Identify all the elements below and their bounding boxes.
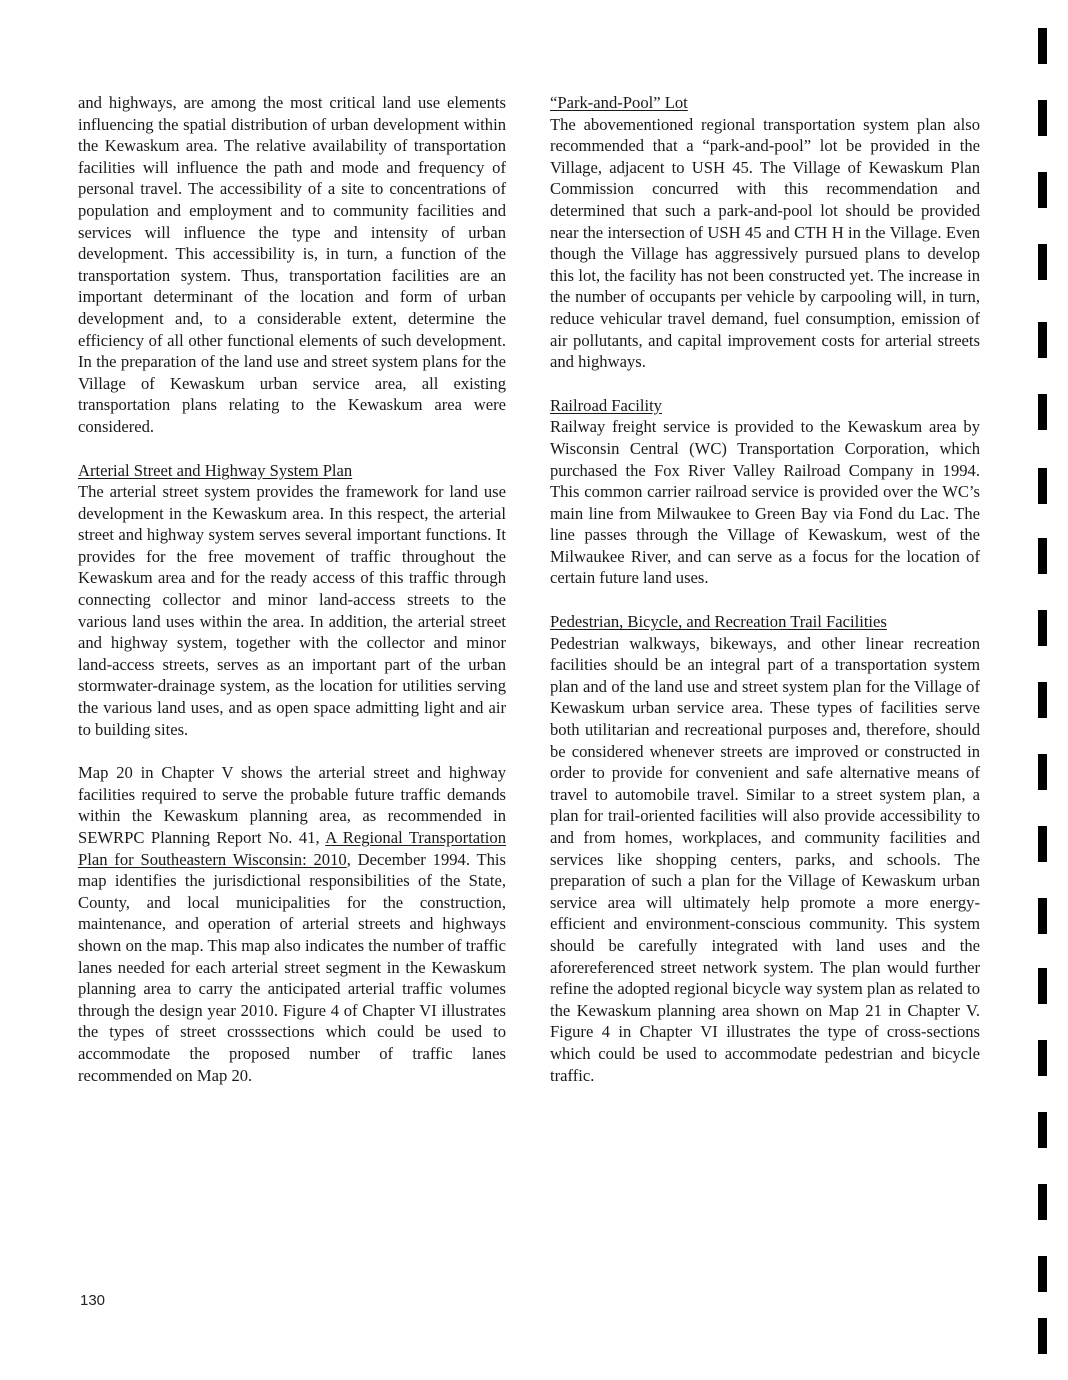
trail-section (550, 611, 980, 1086)
edge-mark (1038, 754, 1047, 790)
edge-mark (1038, 610, 1047, 646)
park-pool-heading: “Park-and-Pool” Lot (550, 93, 688, 112)
edge-mark (1038, 898, 1047, 934)
edge-mark (1038, 394, 1047, 430)
edge-mark (1038, 172, 1047, 208)
map20-text-after: , December 1994. This map identifies the jurisdictional responsibilities of the State, County, and local municipalities for the construction, maintenance, and operation of arterial streets and highways shown on the map. This map also indicates the number of traffic lanes needed for each arterial street segment in the Kewaskum planning area to carry the anticipated arterial traffic volumes through the design year 2010. Figure 4 of Chapter VI illustrates the types of street crosssections which could be used to accommodate the proposed number of traffic lanes recommended on Map 20. (78, 849, 506, 1085)
edge-mark (1038, 1184, 1047, 1220)
edge-mark (1038, 28, 1047, 64)
edge-mark (1038, 968, 1047, 1004)
page-number: 130 (80, 1292, 106, 1309)
scan-edge-marks (1038, 0, 1052, 1380)
edge-mark (1038, 1256, 1047, 1292)
edge-mark (1038, 1040, 1047, 1076)
trail-paragraph: Pedestrian walkways, bikeways, and other linear recreation facilities should be an integral part of a transportation system plan and of the land use and street system plan for the Village of Kewaskum urban service area. These types of facilities serve both utilitarian and recreational purposes and, therefore, should be considered whenever streets are improved or constructed in order to provide for convenient and safe alternative means of travel to automobile travel. Similar to a street system plan, a plan for trail-oriented facilities will also provide accessibility to and from homes, workplaces, and community facilities and services like shopping centers, parks, and schools. The preparation of such a plan for the Village of Kewaskum urban service area will ultimately help promote a more energy-efficient and environment-conscious community. This system should be carefully integrated with land uses and the aforereferenced street network system. The plan would further refine the adopted regional bicycle way system plan as related to the Kewaskum planning area shown on Map 21 in Chapter V. Figure 4 in Chapter VI illustrates the type of cross-sections which could be used to accommodate pedestrian and bicycle traffic. (550, 633, 980, 1085)
park-pool-section (550, 92, 980, 373)
edge-mark (1038, 100, 1047, 136)
railroad-section (550, 395, 980, 589)
map20-paragraph (78, 762, 506, 1086)
report-title: A Regional Transportation Plan for Southeastern Wisconsin: 2010 (78, 828, 506, 869)
arterial-paragraph: The arterial street system provides the framework for land use development in the Kewaskum area. In this respect, the arterial street and highway system serves several important functions. It provides for the free movement of traffic throughout the Kewaskum area and for the ready access of this traffic through connecting collector and minor land-access streets to the various land uses within the area. In addition, the arterial street and highway system, together with the collector and minor land-access streets, serves as an important part of the urban stormwater-drainage system, as the location for utilities serving the various land uses, and as open space admitting light and air to building sites. (78, 482, 506, 739)
map20-text-before: Map 20 in Chapter V shows the arterial street and highway facilities required to serve the probable future traffic demands within the Kewaskum planning area, as recommended in SEWRPC Planning Report No. 41, (78, 763, 506, 847)
edge-mark (1038, 826, 1047, 862)
edge-mark (1038, 1318, 1047, 1354)
left-column (78, 92, 506, 1108)
edge-mark (1038, 682, 1047, 718)
railroad-paragraph: Railway freight service is provided to the Kewaskum area by Wisconsin Central (WC) Transportation Corporation, which purchased the Fox River Valley Railroad Company in 1994. This common carrier railroad service is provided over the WC’s main line from Milwaukee to Green Bay via Fond du Lac. The line passes through the Village of Kewaskum, west of the Milwaukee River, and can serve as a focus for the location of certain future land uses. (550, 417, 980, 588)
intro-paragraph: and highways, are among the most critical land use elements influencing the spatial distribution of urban development within the Kewaskum area. The relative availability of transportation facilities will influence the path and mode and frequency of personal travel. The accessibility of a site to concentrations of population and employment and to community facilities and services will influence the type and intensity of urban development. This accessibility is, in turn, a function of the transportation system. Thus, transportation facilities are an important determinant of the location and form of urban development and, to a considerable extent, determine the efficiency of all other functional elements of such development. In the preparation of the land use and street system plans for the Village of Kewaskum urban service area, all existing transportation plans relating to the Kewaskum area were considered. (78, 93, 506, 436)
arterial-heading: Arterial Street and Highway System Plan (78, 460, 353, 480)
edge-mark (1038, 244, 1047, 280)
railroad-heading: Railroad Facility (550, 395, 662, 415)
right-column (550, 92, 980, 1108)
edge-mark (1038, 538, 1047, 574)
park-pool-paragraph: The abovementioned regional transportation system plan also recommended that a “park-and-pool” lot be provided in the Village, adjacent to USH 45. The Village of Kewaskum Plan Commission concurred with this recommendation and determined that such a park-and-pool lot should be provided near the intersection of USH 45 and CTH H in the Village. Even though the Village has aggressively pursued plans to develop this lot, the facility has not been constructed yet. The increase in the number of occupants per vehicle by carpooling will, in turn, reduce vehicular travel demand, fuel consumption, emission of air pollutants, and capital improvement costs for arterial streets and highways. (550, 114, 980, 372)
trail-heading: Pedestrian, Bicycle, and Recreation Trail Facilities (550, 612, 887, 632)
edge-mark (1038, 1112, 1047, 1148)
edge-mark (1038, 468, 1047, 504)
edge-mark (1038, 322, 1047, 358)
arterial-section (78, 460, 506, 741)
